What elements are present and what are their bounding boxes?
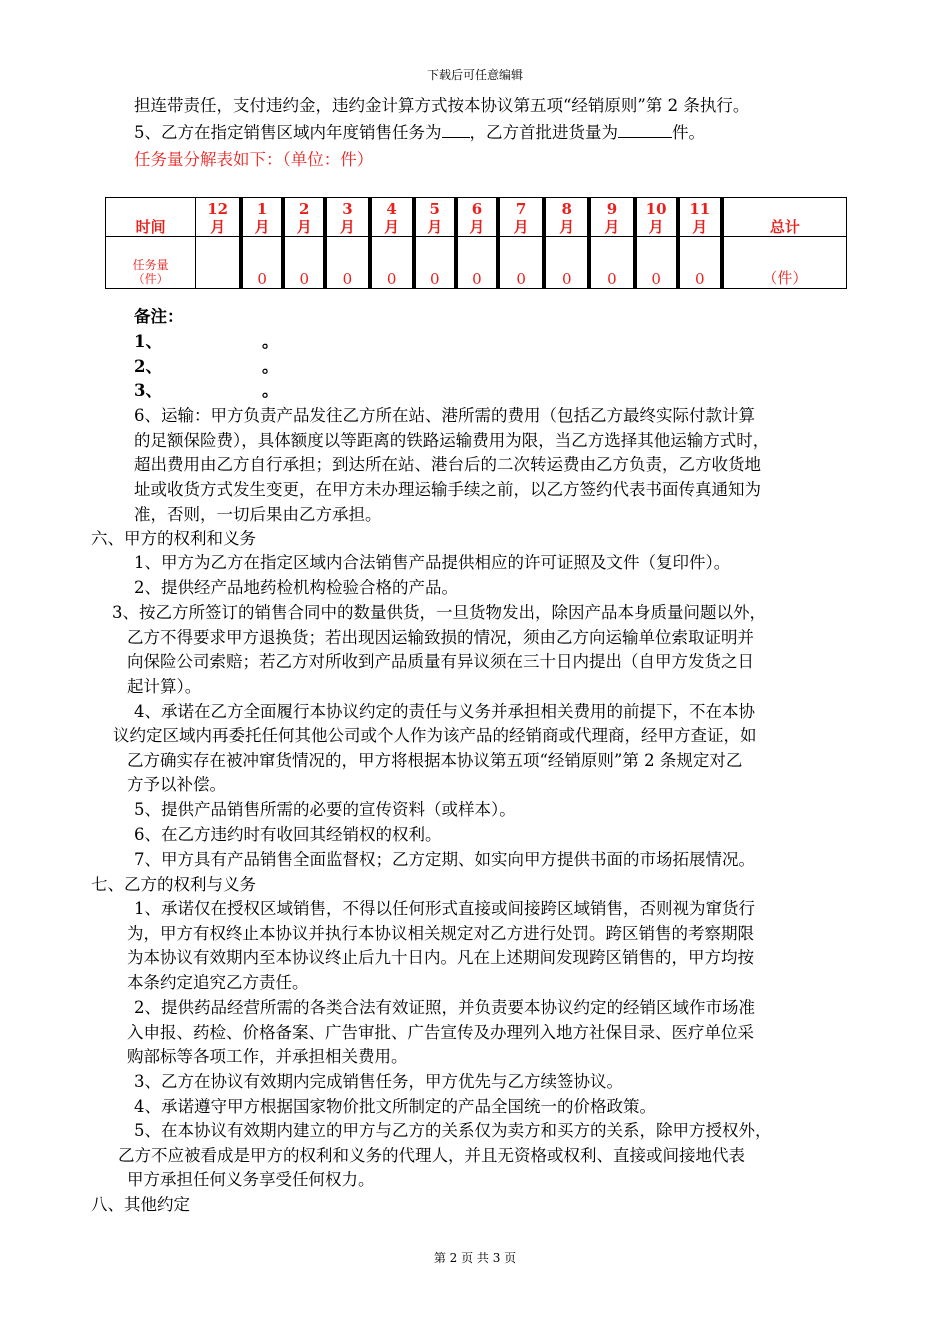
task-text-c: 件。 [672, 123, 705, 142]
task-text-a: 5、乙方在指定销售区域内年度销售任务为 [134, 123, 442, 142]
text-line: 为，甲方有权终止本协议并执行本协议相关规定对乙方进行处罚。跨区销售的考察期限 [127, 924, 754, 943]
text-line: 乙方不得要求甲方退换货；若出现因运输致损的情况，须由乙方向运输单位索取证明并 [127, 628, 754, 647]
table-row [106, 237, 847, 289]
total-value-cell[interactable]: （件） [722, 237, 847, 289]
month-cell: 12 月 [196, 198, 241, 237]
note-num: 3、 [134, 381, 162, 400]
text-line: 6、在乙方违约时有收回其经销权的权利。 [134, 825, 442, 844]
value-cell[interactable]: 0 [498, 237, 544, 289]
text-line: 的足额保险费），具体额度以等距离的铁路运输费用为限，当乙方选择其他运输方式时， [134, 431, 770, 450]
text-line: 1、承诺仅在授权区域销售，不得以任何形式直接或间接跨区域销售，否则视为窜货行 [134, 899, 755, 918]
month-cell: 2 月 [283, 198, 325, 237]
text-line: 向保险公司索赔；若乙方对所收到产品质量有异议须在三十日内提出（自甲方发货之日 [127, 652, 754, 671]
text-line: 议约定区域内再委托任何其他公司或个人作为该产品的经销商或代理商，经甲方查证，如 [113, 726, 757, 745]
value-cell[interactable]: 0 [635, 237, 678, 289]
text-line: 2、提供药品经营所需的各类合法有效证照，并负责要本协议约定的经销区域作市场准 [134, 998, 755, 1017]
total-header: 总计 [722, 198, 847, 237]
task-line [134, 121, 705, 143]
month-cell: 4 月 [370, 198, 414, 237]
note-end: 。 [262, 381, 279, 400]
note-end: 。 [262, 357, 279, 376]
month-cell: 6 月 [456, 198, 498, 237]
section-heading: 七、乙方的权利与义务 [91, 875, 256, 894]
text-line: 购部标等各项工作，并承担相关费用。 [127, 1047, 408, 1066]
task-table [105, 197, 847, 289]
page-footer: 第 2 页 共 3 页 [433, 1251, 517, 1265]
text-line: 址或收货方式发生变更，在甲方未办理运输手续之前，以乙方签约代表书面传真通知为 [134, 480, 761, 499]
text-line: 担连带责任，支付违约金，违约金计算方式按本协议第五项“经销原则”第 2 条执行。 [134, 96, 750, 115]
table-row [106, 198, 847, 237]
text-line: 乙方不应被看成是甲方的权利和义务的代理人，并且无资格或权利、直接或间接地代表 [118, 1146, 745, 1165]
text-line: 5、在本协议有效期内建立的甲方与乙方的关系仅为卖方和买方的关系，除甲方授权外， [134, 1121, 772, 1140]
task-text-b: ，乙方首批进货量为 [469, 123, 618, 142]
text-line: 准，否则，一切后果由乙方承担。 [134, 505, 382, 524]
text-line: 方予以补偿。 [127, 775, 226, 794]
text-line: 6、运输：甲方负责产品发往乙方所在站、港所需的费用（包括乙方最终实际付款计算 [134, 406, 755, 425]
annual-task-blank[interactable] [442, 121, 470, 138]
text-line: 4、承诺遵守甲方根据国家物价批文所制定的产品全国统一的价格政策。 [134, 1097, 656, 1116]
value-cell[interactable]: 0 [241, 237, 283, 289]
month-cell: 1 月 [241, 198, 283, 237]
text-line: 4、承诺在乙方全面履行本协议约定的责任与义务并承担相关费用的前提下，不在本协 [134, 702, 755, 721]
value-cell[interactable]: 0 [283, 237, 325, 289]
value-cell[interactable]: 0 [456, 237, 498, 289]
text-line: 2、提供经产品地药检机构检验合格的产品。 [134, 578, 458, 597]
text-line: 入申报、药检、价格备案、广告审批、广告宣传及办理列入地方社保目录、医疗单位采 [127, 1023, 754, 1042]
task-label-cell: 任务量 （件） [106, 237, 196, 289]
first-batch-blank[interactable] [618, 121, 672, 138]
month-cell: 7 月 [498, 198, 544, 237]
text-line: 本条约定追究乙方责任。 [127, 973, 309, 992]
note-num: 1、 [134, 332, 162, 351]
value-cell[interactable]: 0 [325, 237, 369, 289]
text-line: 甲方承担任何义务享受任何权力。 [127, 1170, 375, 1189]
month-cell: 10 月 [635, 198, 678, 237]
value-cell[interactable]: 0 [589, 237, 634, 289]
value-cell[interactable]: 0 [544, 237, 589, 289]
value-cell[interactable]: 0 [370, 237, 414, 289]
month-cell: 11 月 [678, 198, 722, 237]
month-cell: 8 月 [544, 198, 589, 237]
page-header: 下载后可任意编辑 [426, 68, 523, 82]
value-cell[interactable]: 0 [678, 237, 722, 289]
text-line: 超出费用由乙方自行承担；到达所在站、港台后的二次转运费由乙方负责，乙方收货地 [134, 455, 761, 474]
text-line: 为本协议有效期内至本协议终止后九十日内。凡在上述期间发现跨区销售的，甲方均按 [127, 948, 754, 967]
table-caption: 任务量分解表如下：（单位：件） [134, 150, 374, 169]
month-cell: 9 月 [589, 198, 634, 237]
month-cell: 3 月 [325, 198, 369, 237]
text-line: 3、按乙方所签订的销售合同中的数量供货，一旦货物发出，除因产品本身质量问题以外， [112, 603, 766, 622]
month-cell: 5 月 [414, 198, 456, 237]
value-cell[interactable] [196, 237, 241, 289]
text-line: 1、甲方为乙方在指定区域内合法销售产品提供相应的许可证照及文件（复印件）。 [134, 553, 731, 572]
text-line: 乙方确实存在被冲窜货情况的，甲方将根据本协议第五项“经销原则”第 2 条规定对乙 [127, 751, 743, 770]
text-line: 起计算）。 [127, 677, 202, 696]
note-num: 2、 [134, 357, 162, 376]
section-heading: 六、甲方的权利和义务 [91, 529, 256, 548]
time-header: 时间 [106, 198, 196, 237]
text-line: 5、提供产品销售所需的必要的宣传资料（或样本）。 [134, 800, 516, 819]
note-end: 。 [262, 332, 279, 351]
notes-title: 备注： [134, 307, 184, 326]
text-line: 7、甲方具有产品销售全面监督权；乙方定期、如实向甲方提供书面的市场拓展情况。 [134, 850, 755, 869]
text-line: 3、乙方在协议有效期内完成销售任务，甲方优先与乙方续签协议。 [134, 1072, 623, 1091]
value-cell[interactable]: 0 [414, 237, 456, 289]
section-heading: 八、其他约定 [91, 1195, 190, 1214]
